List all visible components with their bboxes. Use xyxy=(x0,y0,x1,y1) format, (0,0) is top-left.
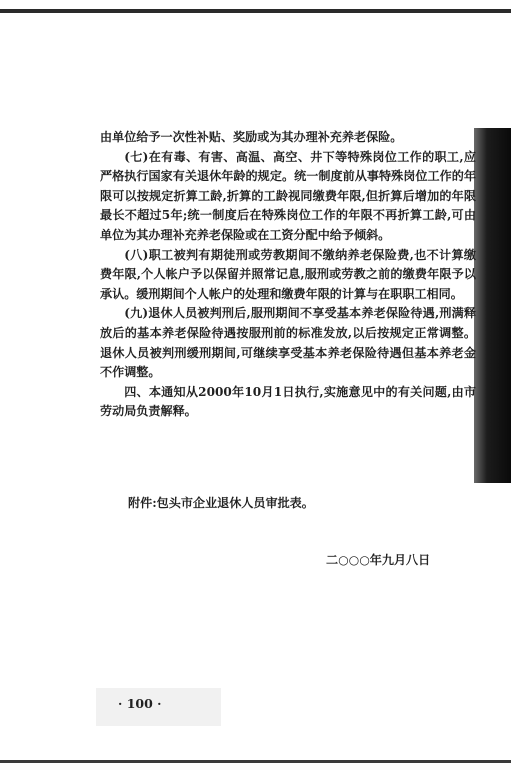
paragraph-item-7: (七)在有毒、有害、高温、高空、井下等特殊岗位工作的职工,应严格执行国家有关退休年龄的规定。统一制度前从事特殊岗位工作的年限可以按规定折算工龄,折算的工龄视同缴费年限,但折算后增加的年限最长不超过5年;统一制度后在特殊岗位工作的年限不再折算工龄,可由单位为其办理补充养老保险或在工资分配中给予倾斜。 xyxy=(100,149,476,242)
bottom-border-rule xyxy=(0,760,511,763)
page-spine-shadow xyxy=(474,128,511,483)
document-date: 二○○○年九月八日 xyxy=(326,553,431,567)
paragraph-item-8: (八)职工被判有期徒刑或劳教期间不缴纳养老保险费,也不计算缴费年限,个人帐户予以保留并照常记息,服刑或劳教之前的缴费年限予以承认。缓刑期间个人帐户的处理和缴费年限的计算与在职职工相同。 xyxy=(100,247,476,301)
paragraph-item-9: (九)退休人员被判刑后,服刑期间不享受基本养老保险待遇,刑满释放后的基本养老保险待遇按服刑前的标准发放,以后按规定正常调整。退休人员被判刑缓刑期间,可继续享受基本养老保险待遇但基本养老金不作调整。 xyxy=(100,306,476,380)
attachment-note: 附件:包头市企业退休人员审批表。 xyxy=(128,496,314,510)
document-body xyxy=(100,128,476,422)
paragraph-section-4: 四、本通知从2000年10月1日执行,实施意见中的有关问题,由市劳动局负责解释。 xyxy=(100,384,476,419)
page-number: · 100 · xyxy=(118,696,162,711)
paragraph-continuation: 由单位给予一次性补贴、奖励或为其办理补充养老保险。 xyxy=(100,130,403,144)
top-border-rule xyxy=(0,9,511,13)
